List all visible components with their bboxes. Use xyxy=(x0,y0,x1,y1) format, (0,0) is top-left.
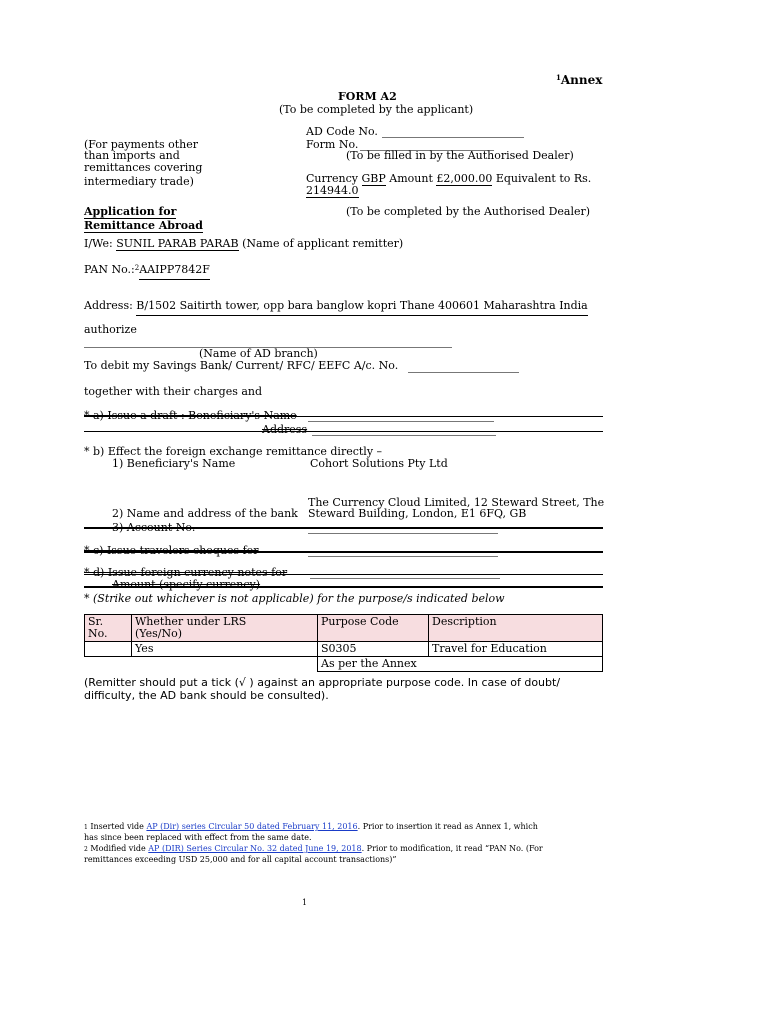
applicant-label: I/We: xyxy=(84,237,113,250)
option-a-address-field[interactable] xyxy=(312,435,496,436)
completed-by-ad-note: (To be completed by the Authorised Dealer) xyxy=(346,205,591,218)
cell-lrs[interactable]: Yes xyxy=(132,642,318,657)
payment-note-line: (For payments other xyxy=(84,138,198,151)
footnote-1-line2: has since been replaced with effect from the same date. xyxy=(84,833,312,842)
section-rule xyxy=(84,586,603,588)
cell-purpose-code[interactable]: S0305 xyxy=(318,642,429,657)
option-c-text: * c) Issue travelers cheques for xyxy=(84,544,259,557)
option-a-address: Address xyxy=(262,423,308,436)
currency-label: Currency xyxy=(306,172,358,185)
payment-note-line: intermediary trade) xyxy=(84,175,194,188)
remitter-note-line: (Remitter should put a tick (√ ) against an appropriate purpose code. In case of doubt/ xyxy=(84,676,561,689)
table-row xyxy=(85,657,603,672)
footnote-2-text: . Prior to modification, it read “PAN No. (For xyxy=(361,844,543,853)
strike-line xyxy=(84,416,603,417)
applicant-suffix: (Name of applicant remitter) xyxy=(242,237,404,250)
bank-address-line1[interactable]: The Currency Cloud Limited, 12 Steward Street, The xyxy=(308,497,604,509)
bank-account-field[interactable] xyxy=(308,533,498,534)
amount-value[interactable]: £2,000.00 xyxy=(436,172,493,185)
bank-name-label: 2) Name and address of the bank xyxy=(112,507,298,520)
cell-empty xyxy=(132,657,318,672)
authorize-label: authorize xyxy=(84,323,137,336)
option-d-amount: Amount (specify currency) xyxy=(112,578,261,591)
beneficiary-name-value[interactable]: Cohort Solutions Pty Ltd xyxy=(310,457,448,470)
footnote-2-text: Modified vide xyxy=(87,844,149,853)
ad-code-field[interactable] xyxy=(382,137,524,138)
cell-description[interactable]: Travel for Education xyxy=(429,642,603,657)
debit-text: To debit my Savings Bank/ Current/ RFC/ EEFC A/c. No. xyxy=(84,359,399,372)
pan-line xyxy=(84,264,210,276)
form-subtitle: (To be completed by the applicant) xyxy=(279,103,474,116)
cell-empty xyxy=(85,657,132,672)
beneficiary-name-label: 1) Beneficiary's Name xyxy=(112,457,236,470)
pan-label: PAN No.: xyxy=(84,263,135,276)
ad-code-label: AD Code No. xyxy=(306,125,378,138)
filled-by-ad-note: (To be filled in by the Authorised Dealer) xyxy=(346,149,574,162)
application-title xyxy=(84,206,176,218)
header-description: Description xyxy=(429,615,603,642)
footnote-2-number: 2 xyxy=(84,846,88,853)
annex-label: Annex xyxy=(560,73,603,87)
pan-value[interactable]: AAIPP7842F xyxy=(139,263,210,280)
amount-label: Amount xyxy=(389,172,433,185)
cell-sr-no[interactable] xyxy=(85,642,132,657)
option-c-field[interactable] xyxy=(308,556,498,557)
strike-line xyxy=(84,551,603,553)
page-number: 1 xyxy=(302,898,308,907)
footnote-1-number: 1 xyxy=(84,824,88,831)
address-value[interactable]: B/1502 Saitirth tower, opp bara banglow kopri Thane 400601 Maharashtra India xyxy=(136,299,587,316)
application-title-line: Remittance Abroad xyxy=(84,219,203,232)
form-title: FORM A2 xyxy=(338,90,397,103)
account-number-field[interactable] xyxy=(408,372,519,373)
strike-line xyxy=(84,431,603,432)
bank-address-line2[interactable]: Steward Building, London, E1 6FQ, GB xyxy=(308,507,527,520)
footnote-2-line2: remittances exceeding USD 25,000 and for all capital account transactions)” xyxy=(84,855,397,864)
table-header-row xyxy=(85,615,603,642)
strike-line xyxy=(84,574,603,575)
payment-note-line: than imports and xyxy=(84,149,180,162)
payment-note-line: remittances covering xyxy=(84,161,203,174)
strike-note: * (Strike out whichever is not applicable) for the purpose/s indicated below xyxy=(84,592,505,605)
option-d-text: * d) Issue foreign currency notes for xyxy=(84,566,288,579)
footnote-2-link[interactable]: AP (DIR) Series Circular No. 32 dated June 19, 2018 xyxy=(148,844,362,853)
header-lrs: Whether under LRS (Yes/No) xyxy=(132,615,318,642)
equivalent-label: Equivalent to Rs. xyxy=(495,172,592,185)
annex-heading xyxy=(556,74,602,86)
header-sr-no: Sr. No. xyxy=(85,615,132,642)
purpose-table xyxy=(84,614,603,672)
option-a-beneficiary: * a) Issue a draft : Beneficiary's Name xyxy=(84,409,297,422)
option-a-name-field[interactable] xyxy=(308,421,494,422)
application-title xyxy=(84,220,203,232)
cell-purpose-code-annex: As per the Annex xyxy=(318,657,603,672)
ad-branch-label: (Name of AD branch) xyxy=(199,347,318,360)
applicant-name[interactable]: SUNIL PARAB PARAB xyxy=(116,237,239,250)
annex-footnote-ref: 1 xyxy=(556,73,561,82)
header-purpose-code: Purpose Code xyxy=(318,615,429,642)
footnote-1-text: . Prior to insertion it read as Annex 1, which xyxy=(357,822,538,831)
address-label: Address: xyxy=(84,299,133,312)
applicant-line xyxy=(84,238,403,250)
footnote-1-text: Inserted vide xyxy=(87,822,147,831)
application-title-line: Application for xyxy=(84,205,177,218)
option-b-heading: * b) Effect the foreign exchange remittance directly – xyxy=(84,445,383,458)
address-line xyxy=(84,300,588,312)
pan-footnote-ref: 2 xyxy=(134,264,140,272)
option-d-field[interactable] xyxy=(310,578,500,579)
table-row xyxy=(85,642,603,657)
account-no-label: 3) Account No. xyxy=(112,521,196,534)
remitter-note-line: difficulty, the AD bank should be consulted). xyxy=(84,689,329,702)
equivalent-value[interactable]: 214944.0 xyxy=(306,184,359,197)
charges-text: together with their charges and xyxy=(84,385,263,398)
currency-value[interactable]: GBP xyxy=(361,172,386,185)
form-no-label: Form No. xyxy=(306,138,359,151)
footnote-1-link[interactable]: AP (Dir) series Circular 50 dated February 11, 2016 xyxy=(146,822,358,831)
